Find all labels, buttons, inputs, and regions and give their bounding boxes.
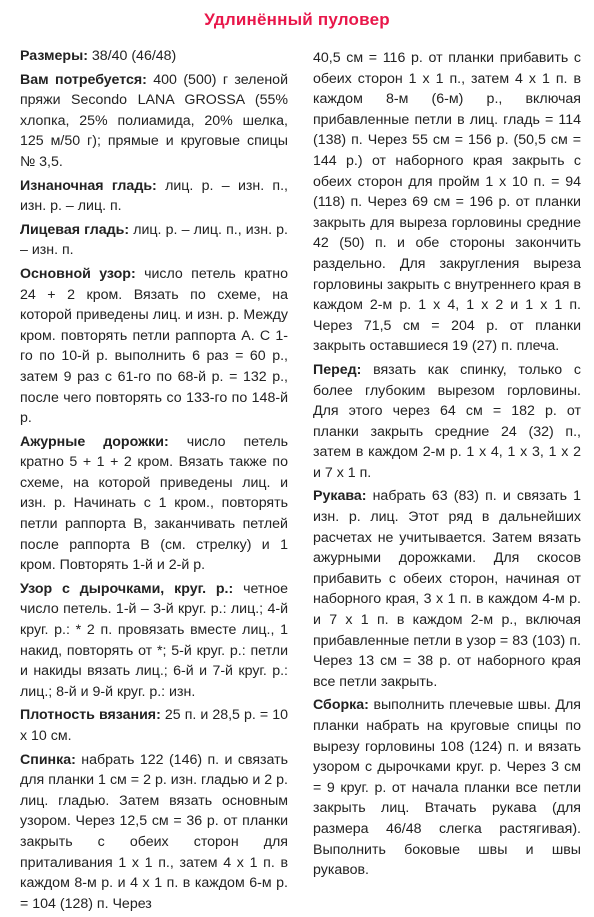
left-column xyxy=(20,46,288,917)
label-front: Перед: xyxy=(313,361,362,378)
label-sizes: Размеры: xyxy=(20,48,88,64)
label-lace-tracks: Ажурные дорожки: xyxy=(20,433,169,450)
right-column xyxy=(313,48,581,884)
text-front: вязать как спинку, только с более глубоким вырезом горловины. Для этого через 64 см = 182 р. от планки закрыть средние 24 (32) п., затем в каждом 2-м р. 1 х 4, 1 х 3, 1 х 2 и 7 х 1 п. xyxy=(313,361,581,481)
text-lace-tracks: число петель кратно 5 + 1 + 2 кром. Вязать также по схеме, на которой приведены лиц. и изн. р. Начинать с 1 кром., повторять петли раппорта В, заканчивать петлей после раппорта В (см. стрелку) и 1 кром. Повторять 1-й и 2-й р. xyxy=(20,433,289,574)
paragraph-front xyxy=(313,360,581,484)
text-stockinette: лиц. р. – лиц. п., изн. р. – изн. п. xyxy=(20,221,288,259)
paragraph-back xyxy=(20,750,288,915)
text-assembly: выполнить плечевые швы. Для планки набрать на круговые спицы по вырезу горловины 108 (124) п. и вязать узором с дырочками круг. р. Через 3 см = 9 круг. р. от начала планки все петли закрыть лиц. Втачать рукава (для размера 46/48 слегка растягивая). Выполнить боковые швы и швы рукавов. xyxy=(313,697,581,879)
label-reverse-stockinette: Изнаночная гладь: xyxy=(20,177,157,194)
text-gauge: 25 п. и 28,5 р. = 10 х 10 см. xyxy=(20,707,288,744)
label-materials: Вам потребуется: xyxy=(20,71,147,88)
label-stockinette: Лицевая гладь: xyxy=(20,221,130,238)
paragraph-stockinette xyxy=(20,220,288,261)
label-back: Спинка: xyxy=(20,751,76,768)
text-eyelet-pattern: четное число петель. 1-й – 3-й круг. р.: лиц.; 4-й круг. р.: * 2 п. провязать вместе лиц., 1 накид, повторять от *; 5-й круг. р.: петли и накиды вязать лиц.; 6-й и 7-й круг. р.: лиц.; 8-й и 9-й круг. р.: изн. xyxy=(20,580,288,700)
paragraph-reverse-stockinette xyxy=(20,176,288,217)
text-sleeves: набрать 63 (83) п. и связать 1 изн. р. лиц. Этот ряд в дальнейших расчетах не учитывается. Затем вязать ажурными дорожками. Для скосов прибавить с обеих сторон, начиная от наборного края, 3 х 1 п. в каждом 4-м р. и 7 х 1 п. в каждом 2-м р., включая прибавленные петли в узор = 83 (103) п. Через 13 см = 38 р. от наборного края все петли закрыть. xyxy=(313,488,581,690)
paragraph-eyelet-pattern xyxy=(20,579,288,703)
label-main-pattern: Основной узор: xyxy=(20,265,136,282)
label-eyelet-pattern: Узор с дырочками, круг. р.: xyxy=(20,580,234,597)
label-assembly: Сборка: xyxy=(313,697,369,714)
text-main-pattern: число петель кратно 24 + 2 кром. Вязать по схеме, на которой приведены лиц. и изн. р. Между кром. повторять петли раппорта А. С 1-го по 10-й р. выполнить 6 раз = 60 р., затем 9 раз с 61-го по 68-й р. = 132 р., после чего повторять со 133-го по 148-й р. xyxy=(20,265,288,427)
text-back-continued: 40,5 см = 116 р. от планки прибавить с обеих сторон 1 х 1 п., затем 4 х 1 п. в каждом 8-м (6-м) р., включая прибавленные петли в лиц. гладь = 114 (138) п. Через 55 см = 156 р. (50,5 см = 144 р.) от наборного края закрыть с обеих сторон для пройм 1 х 10 п. = 94 (118) п. Через 69 см = 196 р. от планки закрыть для выреза горловины средние 42 (50) п. и обе стороны закончить раздельно. Для закругления выреза горловины закрыть с внутреннего края в каждом 2-м р. 1 х 4, 1 х 2 и 1 х 1 п. Через 71,5 см = 204 р. от планки закрыть оставшиеся 19 (27) п. плеча. xyxy=(313,50,581,355)
text-sizes: 38/40 (46/48) xyxy=(87,48,177,64)
text-materials: 400 (500) г зеленой пряжи Secondo LANA GROSSA (55% хлопка, 25% полиамида, 20% шелка, 125 м/50 г); прямые и круговые спицы № 3,5. xyxy=(20,71,288,170)
paragraph-assembly xyxy=(313,695,581,880)
page-title: Удлинённый пуловер xyxy=(204,10,390,29)
paragraph-materials xyxy=(20,70,288,173)
label-gauge: Плотность вязания: xyxy=(20,707,161,724)
paragraph-main-pattern xyxy=(20,264,288,429)
paragraph-sizes xyxy=(20,46,288,67)
paragraph-lace-tracks xyxy=(20,432,288,576)
text-reverse-stockinette: лиц. р. – изн. п., изн. р. – лиц. п. xyxy=(20,177,289,215)
text-back: набрать 122 (146) п. и связать для планки 1 см = 2 р. изн. гладью и 2 р. лиц. гладью. Затем вязать основным узором. Через 12,5 см = 36 р. от планки закрыть с обеих сторон для приталивания 1 х 1 п., затем 4 х 1 п. в каждом 8-м р. и 4 х 1 п. в каждом 6-м р. = 104 (128) п. Через xyxy=(20,751,288,912)
paragraph-gauge xyxy=(20,705,288,746)
paragraph-sleeves xyxy=(313,486,581,692)
paragraph-back-continued xyxy=(313,48,581,357)
label-sleeves: Рукава: xyxy=(313,488,367,505)
